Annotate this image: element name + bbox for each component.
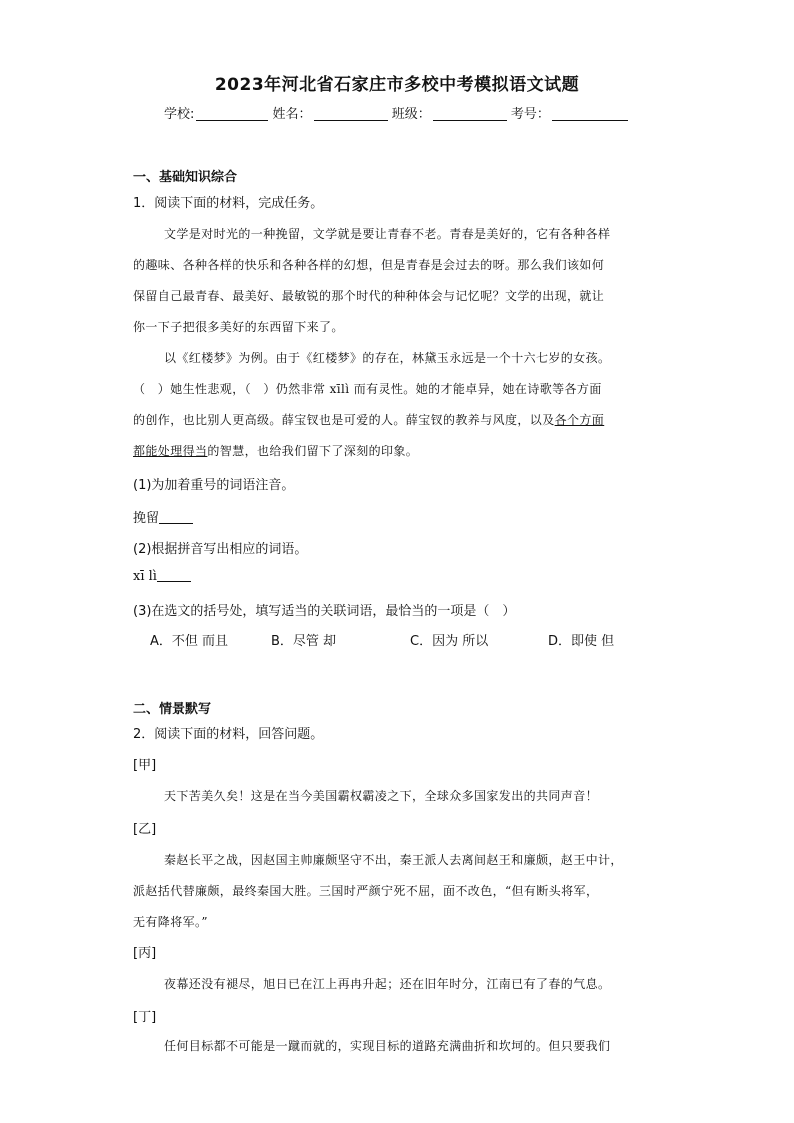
option-d[interactable]: D．即使 但 <box>548 634 615 649</box>
id-blank[interactable] <box>552 106 628 121</box>
passage-line: 的趣味、各种各样的快乐和各种各样的幻想，但是青春是会过去的呀。那么我们该如何 <box>133 258 605 272</box>
sub-question-2: (2)根据拼音写出相应的词语。 <box>133 542 308 557</box>
sub-question-3: (3)在选文的括号处，填写适当的关联词语，最恰当的一项是（ ） <box>133 604 516 619</box>
underlined-phrase: 都能处理得当 <box>133 444 208 458</box>
material-yi-line: 派赵括代替廉颇，最终秦国大胜。三国时严颜宁死不屈，面不改色，“但有断头将军， <box>133 884 599 898</box>
passage-line: 文学是对时光的一种挽留，文学就是要让青春不老。青春是美好的，它有各种各样 <box>164 227 611 241</box>
material-jia-text: 天下苦美久矣！这是在当今美国霸权霸凌之下，全球众多国家发出的共同声音！ <box>164 789 599 803</box>
passage-line <box>133 442 418 459</box>
passage-line: 你一下子把很多美好的东西留下来了。 <box>133 320 344 334</box>
material-label-ding: [丁] <box>133 1010 157 1025</box>
passage-line: 以《红楼梦》为例。由于《红楼梦》的存在，林黛玉永远是一个十六七岁的女孩。 <box>164 351 611 365</box>
sub2-answer-blank[interactable] <box>157 569 191 582</box>
section2-heading: 二、情景默写 <box>133 702 212 717</box>
option-a[interactable]: A．不但 而且 <box>150 634 229 649</box>
student-info-line <box>164 103 628 122</box>
q1-stem: 1．阅读下面的材料，完成任务。 <box>133 196 324 211</box>
class-blank[interactable] <box>433 106 507 121</box>
sub1-word: 挽留 <box>133 511 160 526</box>
material-label-jia: [甲] <box>133 758 157 773</box>
q2-stem: 2．阅读下面的材料，回答问题。 <box>133 727 324 742</box>
page-title: 2023年河北省石家庄市多校中考模拟语文试题 <box>214 75 580 95</box>
material-bing-text: 夜幕还没有褪尽，旭日已在江上再冉升起；还在旧年时分，江南已有了春的气息。 <box>164 977 611 991</box>
passage-text: 的智慧，也给我们留下了深刻的印象。 <box>207 444 419 458</box>
material-yi-line: 秦赵长平之战，因赵国主帅廉颇坚守不出，秦王派人去离间赵王和廉颇，赵王中计， <box>164 853 623 867</box>
option-b[interactable]: B．尽管 却 <box>271 634 337 649</box>
material-label-yi: [乙] <box>133 822 157 837</box>
section1-heading: 一、基础知识综合 <box>133 170 238 185</box>
sub2-answer-line <box>133 569 191 584</box>
school-blank[interactable] <box>196 106 268 121</box>
school-label: 学校: <box>164 107 195 122</box>
passage-line <box>133 411 604 428</box>
sub2-word: xī lì <box>133 569 157 584</box>
passage-text: 的创作，也比别人更高级。薛宝钗也是可爱的人。薛宝钗的教养与风度，以及 <box>133 413 555 427</box>
passage-line: （ ）她生性悲观，（ ）仍然非常 xīlì 而有灵性。她的才能卓异，她在诗歌等各方面 <box>133 382 602 396</box>
material-ding-text: 任何目标都不可能是一蹴而就的，实现目标的道路充满曲折和坎坷的。但只要我们 <box>164 1039 611 1053</box>
sub1-answer-blank[interactable] <box>159 511 193 524</box>
sub1-answer-line <box>133 507 193 526</box>
material-yi-line: 无有降将军。” <box>133 915 208 929</box>
id-label: 考号： <box>510 107 550 122</box>
name-blank[interactable] <box>314 106 388 121</box>
underlined-phrase: 各个方面 <box>554 413 605 427</box>
option-c[interactable]: C．因为 所以 <box>410 634 489 649</box>
passage-line: 保留自己最青春、最美好、最敏锐的那个时代的种种体会与记忆呢？文学的出现，就让 <box>133 289 605 303</box>
name-label: 姓名： <box>272 107 312 122</box>
class-label: 班级： <box>391 107 431 122</box>
sub-question-1: (1)为加着重号的词语注音。 <box>133 478 295 493</box>
material-label-bing: [丙] <box>133 946 157 961</box>
